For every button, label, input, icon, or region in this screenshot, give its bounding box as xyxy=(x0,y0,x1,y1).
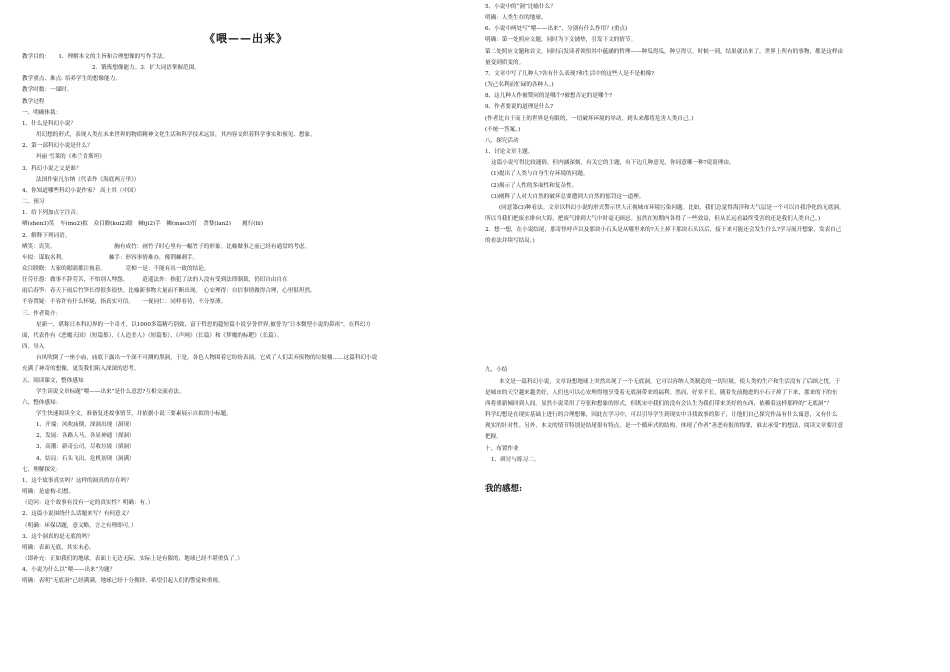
text-line: 是城市的天空越来越美好，人们也可以心安理得地享受着无底洞带来的福利。然而，好景不长，随着先前抛进的小石子掉了下来，那来的下的东 xyxy=(485,389,838,396)
text-line: 3、这个洞真的是无底的吗？ xyxy=(22,533,93,540)
text-line: 第二处照应文题和首文，同时启发读者领悟其中蕴涵的哲理——种瓜得瓜，种豆得豆，时候一到，结果就出来了。世界上所有的事物，都是这样由 xyxy=(485,48,844,55)
text-line: 哂(shen3)笑 车(mo2)拟 众目睽(kui2)睽 棘(ji2)手 狮(mao3)钉 贪婪(lan2) 履行(lü) xyxy=(22,221,264,228)
text-line: 的看法并续写结局。) xyxy=(485,238,535,245)
text-line: 教学时数：一课时。 xyxy=(22,87,73,94)
text-line: 2．想一想，在小说结尾，那奇怪呼声以及那块小石头是从哪里来的?天上掉下那块石头以后，接下来可能还会发生什么?学习展开想象，发表自己 xyxy=(485,227,842,234)
text-line: 不容置疑：不容许有什么怀疑，指真实可信。 一视同仁：同样看待，不分厚薄。 xyxy=(22,299,227,306)
text-line: （追问：这个故事有没有一定的真实性？明确：有。） xyxy=(22,500,154,507)
text-line: (同意第(3)种看法。文章以科幻小说的形式警示世人正视城市环境污染问题。比如，我们总觉得海洋和大气层是一个可以自我净化的无底洞。 xyxy=(499,204,845,211)
text-line: 把握。 xyxy=(485,434,502,441)
text-line: 2、发展：各路人马，各显神通（探洞） xyxy=(36,433,135,440)
text-line: 学生快速阅读全文，准备复述故事情节，并依据小说三要素展示自拟的小标题。 xyxy=(36,411,232,417)
text-line: 三、作者简介： xyxy=(22,310,62,317)
text-line: 车拟：谋取名利。 棘手：形容事情难办，像荆棘刺手。 xyxy=(22,254,199,261)
text-line: 学生读说文章标题“喂——出来”是什么意思?互相交流看法。 xyxy=(36,388,185,395)
my-thoughts-heading: 我的感想: xyxy=(485,483,523,494)
text-line: 1、讨论文章主题。 xyxy=(485,149,534,156)
text-line: 5、小说中的“洞”比喻什么？ xyxy=(485,4,556,10)
text-line: 一、明确体裁： xyxy=(22,109,62,116)
text-line: 西将重新倾回到人间。显然小说采用了夸张和想象的形式，但既宋中我们的没有会认生为我们带来美好的东西，依赖着这样那样的“无底洞”？ xyxy=(485,400,832,407)
text-line: 充满了神奇的想像，更发我们陷入深深的思考。 xyxy=(22,366,140,373)
text-line: 台风吹倒了一座小庙，庙底下露出一个深不可测的黑洞，于是，各色人物围着它纷纷表演，它成了人们丢弃废物的垃圾桶……这篇科幻小说 xyxy=(36,355,378,362)
text-line: 九、小结 xyxy=(485,367,508,374)
right-lines-summary xyxy=(485,365,933,465)
text-line: (不统一答案。) xyxy=(485,126,521,133)
right-column xyxy=(485,2,933,494)
text-line: (3)阐释了人对大自然的破坏总要遭到大自然的惩罚这一道理。 xyxy=(491,193,645,200)
text-line: 六、整体感知： xyxy=(22,399,62,406)
text-line: 1．给下列加点字注音。 xyxy=(22,210,82,217)
text-line: 面，代表作有《恶魔天国》（短篇集）、《人造美人》（短篇集）、《声网》（长篇）和《梦魔的标靶》（长篇）。 xyxy=(22,332,283,339)
text-line: 四、导入 xyxy=(22,344,45,351)
text-line: 教学过程 xyxy=(22,98,45,105)
text-line: 星新一，堪称日本科幻界的一个奇才，以1000多篇精巧别致、富于哲思的超短篇小说享誉世界,被誉为“日本微型小说的鼻祖”。在科幻方 xyxy=(36,321,371,328)
text-line: 明确：第一处照应文题，同时为下文铺垫，引发下文的情节。 xyxy=(485,37,637,44)
text-line: 3、科幻小说之父是谁？ xyxy=(22,165,82,172)
text-line: 任劳任怨：做事不辞劳苦，不怕别人埋怨。 逍遥法外：指犯了法的人没有受到法律制裁，仍旧自由自在 xyxy=(22,277,288,284)
document-title: 《喂——出来》 xyxy=(204,32,288,45)
text-line: (1)提出了人类与自身生存环境的问题。 xyxy=(491,171,589,178)
text-line: 众目睽睽：大家的眼睛都注视着。 竞相一是：不能有出一致的结论。 xyxy=(22,265,210,272)
text-line: 雨后春笋：春天下雨后竹笋长得很多很快。比喻新事物大量而不断出现。 心安理得：自信事情做得合理，心里很坦然。 xyxy=(22,288,316,295)
text-line: 2、这篇小说围绕什么话题来写？有何意义？ xyxy=(22,511,132,518)
text-line: 明确：人类生存的地球。 xyxy=(485,15,547,22)
text-line: 量变到质变的。 xyxy=(485,59,525,66)
left-lines xyxy=(22,52,470,588)
text-line: 1、开端：风吹庙倒，深洞出现（洞现） xyxy=(36,422,135,429)
text-line: 五、阅读课文，整体感知 xyxy=(22,377,84,384)
blank-space xyxy=(485,247,933,365)
right-lines xyxy=(485,2,933,247)
text-line: 所以当我们把废水排向大海，把废气排到大气中时毫无顾忌。虽然在短期内各得了一些效益，但从长远看最终受害的还是我们人类自己。) xyxy=(485,215,821,222)
text-line: 现实的针对性。另外，本文的情节特别是结尾很有特点，是一个循环式的结构，体现了作者“善恶有报的悔罪，谁去承受”的想法，阅读文章要注意 xyxy=(485,423,844,430)
text-line: 科学幻想是在现实基础上进行的合理想像，因此在学习中，可以引导学生到现实中寻找故事的影子，让他们自己探究作品有什么寓意，又有什么 xyxy=(485,412,838,419)
text-line: 4、结局：石头飞出，危机初现（洞满） xyxy=(36,455,135,462)
text-line: 八、探究活动 xyxy=(485,137,519,144)
text-line: 1、什么是科幻小说？ xyxy=(22,120,76,127)
text-line: 二、预习 xyxy=(22,199,45,206)
text-line: 4、你知道哪些科幻小说作家？ 高士其（中国） xyxy=(22,187,140,194)
text-line: 9、作者要说的道理是什么? xyxy=(485,104,554,111)
text-line: 教学目的： 1．理解本文的主旨和合理想像的写作手法。 xyxy=(22,54,169,60)
text-line: 法国作家凡尔纳（代表作《海底两万里》） xyxy=(36,176,140,183)
text-line: 1、研讨与练习二。 xyxy=(491,456,540,463)
text-line: (2)揭示了人性的多面性和复杂性。 xyxy=(491,182,578,189)
text-line: 2．锻炼想像能力。3．扩大词语掌握范围。 xyxy=(92,65,200,72)
text-line: 玛丽·雪莱的《弗兰肯斯坦》 xyxy=(36,154,105,161)
text-line: 十、布置作业 xyxy=(485,445,519,452)
text-line: 8、这几种人作被赞同的是哪个?被想否定的是哪个? xyxy=(485,93,613,100)
text-line: 七、理解探究： xyxy=(22,466,62,473)
text-line: 本文是一篇科幻小说，文章设想地球上突然出现了一个无底洞，它可以容纳人类制造的一切垃圾，使人类的生产和生活没有了后顾之忧，于 xyxy=(499,378,841,385)
text-line: (为己名利而忙碌的各种人。) xyxy=(485,82,554,89)
text-line: 哂笑：讥笑。 胸有成竹：画竹子时心里有一幅竹子的形象。比喻做事之前已经有通盘的考虑。 xyxy=(22,243,311,250)
text-line: 2．解释下列词语。 xyxy=(22,232,71,239)
text-line: （明确：环保话题，意义略，言之有理即可。） xyxy=(22,522,137,529)
text-line: 明确：是虚构-幻想。 xyxy=(22,489,75,496)
text-line: 2、第一部科幻小说是什么？ xyxy=(22,143,93,150)
text-line: 用幻想的形式，表现人类在未来世界的物质精神文化生活和科学技术远景，其内容交织着科学事实和预见、想象。 xyxy=(36,132,316,139)
text-line: (作者比自于而上的世界是有限的，一切破坏环境的举动，到头来都将危害人类自己。) xyxy=(485,115,694,122)
left-column xyxy=(22,0,470,588)
text-line: 明确：表面无底，其实未必。 xyxy=(22,544,95,551)
text-line: 4、小说为什么以“喂——出来”为题？ xyxy=(22,567,116,574)
text-line: 1、这个故事真实吗？这样的洞真的存在吗？ xyxy=(22,477,132,484)
text-line: 6、小说中两处写“喂——出来”，分别有什么作用？(重点) xyxy=(485,26,628,33)
text-line: （即补充：正如我们的地球，表面上无边无际，实际上是有限的，地球已经不堪重负了。） xyxy=(22,556,243,563)
text-line: 这篇小说写得比较通俗，但内涵深刻，有关它的主题，有下边几种意见，你同意哪一种?说说理由。 xyxy=(491,160,735,167)
text-line: 3、高潮：新奇公司，尽收垃圾（填洞） xyxy=(36,444,135,451)
text-line: 7、文章中写了几种人?各有什么表现?和生活中的这些人是不是相像? xyxy=(485,70,655,77)
text-line: 教学重点、难点: 培养学生的想像能力。 xyxy=(22,76,121,83)
text-line: 明确：表明“无底洞”已经满满，地球已经十分拥挤，希望引起人们的警觉和重视。 xyxy=(22,578,224,585)
